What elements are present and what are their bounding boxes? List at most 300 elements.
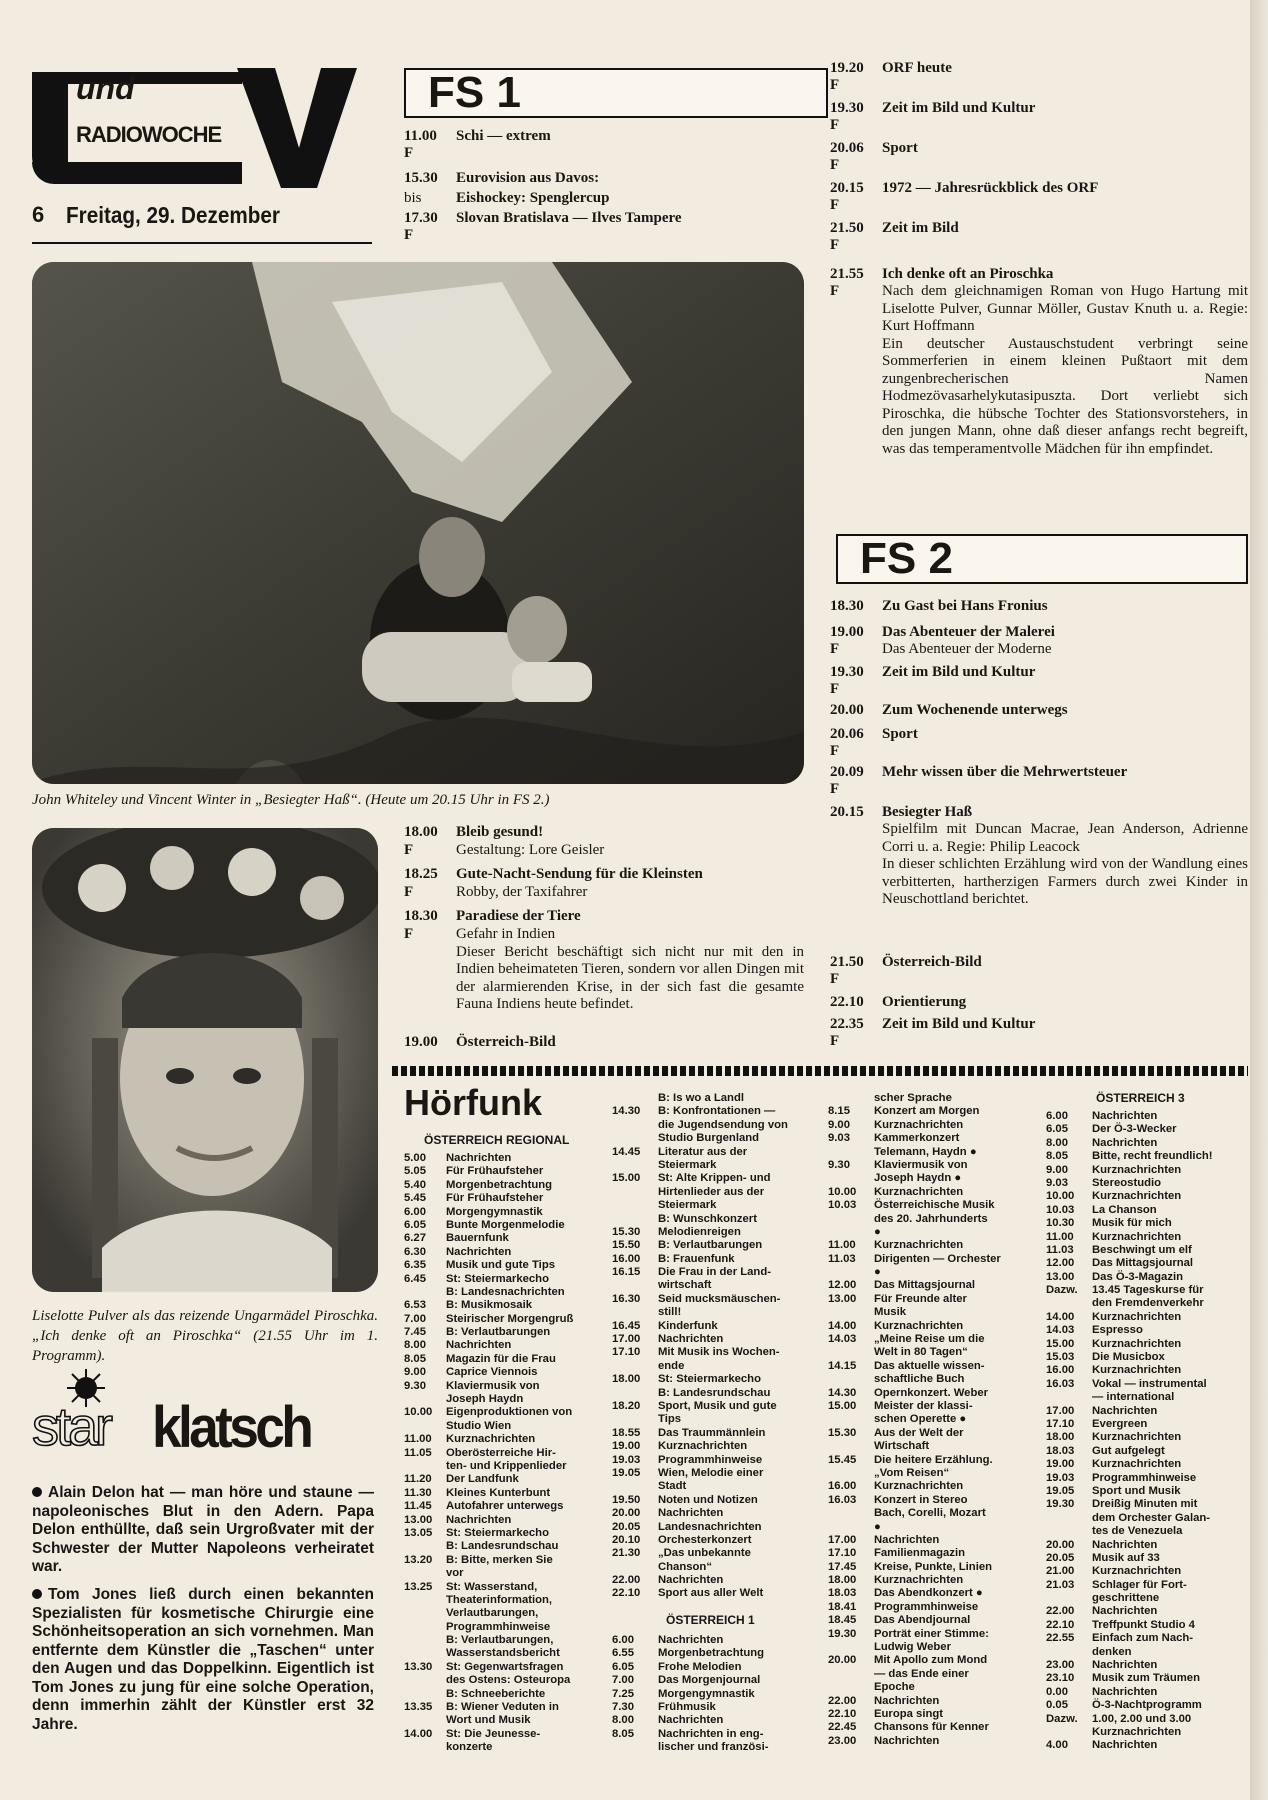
radio-time: 17.00 (828, 1533, 857, 1546)
radio-program: Kinderfunk (658, 1319, 718, 1332)
color-marker: F (830, 743, 840, 759)
radio-listing-row (404, 1527, 604, 1540)
radio-time: 17.10 (612, 1346, 641, 1359)
radio-listing-row (1046, 1378, 1246, 1391)
radio-listing-row (612, 1199, 820, 1212)
program-time: 15.30 (404, 170, 438, 186)
radio-time: 6.05 (1046, 1123, 1068, 1136)
radio-program: Das Abendjournal (874, 1614, 971, 1627)
radio-program: Mit Musik ins Wochen- (658, 1346, 780, 1359)
radio-listing-row (1046, 1217, 1246, 1230)
radio-program: Kurznachrichten (1092, 1364, 1182, 1377)
radio-time: 18.55 (612, 1426, 641, 1439)
radio-time: 18.03 (1046, 1444, 1075, 1457)
radio-listing-row (828, 1440, 1038, 1453)
radio-program: lischer und französi- (658, 1741, 769, 1754)
radio-listing-row (612, 1400, 820, 1413)
photo-image (32, 828, 378, 1292)
radio-program: Joseph Haydn ● (874, 1172, 962, 1185)
program-title: Zum Wochenende unterwegs (882, 702, 1068, 718)
program-title: Ich denke oft an Piroschka (882, 266, 1054, 282)
radio-listing-row (1046, 1123, 1246, 1136)
radio-program: Theaterinformation, (446, 1593, 553, 1606)
radio-listing-row (404, 1607, 604, 1620)
radio-time: 8.05 (1046, 1150, 1068, 1163)
program-title: Paradiese der Tiere (456, 908, 581, 924)
radio-program: Das aktuelle wissen- (874, 1359, 985, 1372)
radio-program: B: Verlautbarungen (658, 1239, 763, 1252)
radio-time: 5.00 (404, 1152, 426, 1164)
radio-time: 6.00 (1046, 1110, 1068, 1122)
radio-time: 20.00 (828, 1654, 857, 1667)
radio-time: 0.00 (1046, 1685, 1068, 1698)
radio-time: 10.03 (1046, 1203, 1075, 1216)
radio-program: Beschwingt um elf (1092, 1243, 1192, 1256)
radio-time: 16.03 (1046, 1377, 1075, 1390)
radio-listing-row (828, 1708, 1038, 1721)
radio-time: 8.05 (404, 1352, 426, 1365)
radio-program: Telemann, Haydn ● (874, 1145, 977, 1158)
radio-program: Nachrichten (1092, 1538, 1158, 1551)
radio-listing-row (1046, 1311, 1246, 1324)
radio-time: 22.10 (1046, 1618, 1075, 1631)
radio-program: — das Ende einer (874, 1667, 969, 1680)
logo-radiowoche: RADIOWOCHE (76, 122, 222, 147)
radio-program: B: Schneeberichte (446, 1687, 546, 1700)
radio-program: Kurznachrichten (1092, 1163, 1182, 1176)
program-title: Österreich-Bild (456, 1034, 556, 1050)
radio-program: Der Landfunk (446, 1473, 519, 1486)
radio-program: — international (1092, 1391, 1175, 1404)
logo-und: und (76, 70, 135, 106)
radio-program: konzerte (446, 1741, 493, 1754)
radio-program: Epoche (874, 1681, 915, 1694)
photo-image (32, 262, 804, 784)
radio-listing-row (1046, 1726, 1246, 1739)
radio-listing-row (612, 1480, 820, 1493)
radio-time: 9.30 (404, 1379, 426, 1392)
radio-listing-row (612, 1741, 820, 1754)
radio-program: 1.00, 2.00 und 3.00 (1092, 1712, 1192, 1725)
radio-time: 19.03 (1046, 1471, 1075, 1484)
radio-listing-row (612, 1728, 820, 1741)
radio-listing-row (1046, 1150, 1246, 1163)
program-time: 19.30 (830, 100, 864, 116)
program-description: Spielfilm mit Duncan Macrae, Jean Anderson, Adrienne Corri u. a. Regie: Philip Leacock In dieser schlichten Erzählung wird von der Wandlung eines verbitterten, hartherzigen Farmers durch zwei Kinder in Neuschottland berichtet. (882, 821, 1248, 907)
section-divider (392, 1066, 1248, 1076)
radio-time: 13.35 (404, 1701, 433, 1714)
radio-program: B: Frauenfunk (658, 1252, 735, 1265)
radio-listing-row (828, 1454, 1038, 1467)
radio-program: Wasserstandsbericht (446, 1647, 560, 1660)
radio-listing-row (828, 1547, 1038, 1560)
radio-program: Chanson“ (658, 1560, 712, 1573)
radio-listing-row (828, 1641, 1038, 1654)
radio-time: 16.00 (612, 1252, 641, 1265)
radio-listing-row (1046, 1579, 1246, 1592)
radio-program: Wort und Musik (446, 1714, 531, 1727)
radio-listing-row (828, 1253, 1038, 1266)
logo-star-text: star (32, 1397, 111, 1457)
radio-listing-row (828, 1628, 1038, 1641)
radio-time: 14.00 (828, 1319, 857, 1332)
radio-listing-row (1046, 1110, 1246, 1123)
radio-time: 22.10 (828, 1707, 857, 1720)
radio-listing-row (612, 1172, 820, 1185)
radio-program: Der Ö-3-Wecker (1092, 1123, 1177, 1136)
radio-time: 15.45 (828, 1453, 857, 1466)
radio-listing-row (828, 1494, 1038, 1507)
radio-listing-row (404, 1674, 604, 1687)
radio-program: Nachrichten (658, 1333, 724, 1346)
radio-listing-row (1046, 1552, 1246, 1565)
logo-klatsch-text: klatsch (152, 1395, 311, 1460)
radio-time: 18.00 (828, 1574, 857, 1587)
radio-program: Musik und gute Tips (446, 1259, 555, 1272)
radio-program: „Vom Reisen“ (874, 1466, 950, 1479)
radio-time: 10.00 (1046, 1190, 1075, 1203)
radio-listing-row (1046, 1592, 1246, 1605)
radio-program: Kurznachrichten (1092, 1310, 1182, 1323)
radio-program: Kurznachrichten (446, 1433, 536, 1446)
radio-program: Ludwig Weber (874, 1641, 951, 1654)
radio-program: Joseph Haydn (446, 1393, 524, 1406)
radio-program: Konzert am Morgen (874, 1105, 980, 1118)
radio-time: 10.30 (1046, 1217, 1075, 1230)
radio-program: Morgengymnastik (446, 1205, 543, 1218)
program-time: 20.06 (830, 140, 864, 156)
radio-program: Kurznachrichten (1092, 1458, 1182, 1471)
radio-program: B: Wunschkonzert (658, 1212, 757, 1225)
radio-program: Konzert in Stereo (874, 1493, 968, 1506)
radio-program: den Fremdenverkehr (1092, 1297, 1204, 1310)
radio-program: B: Wiener Veduten in (446, 1701, 559, 1714)
radio-time: 14.30 (612, 1105, 641, 1118)
radio-listing-row (612, 1547, 820, 1560)
radio-time: 13.00 (404, 1513, 433, 1526)
radio-listing-row (612, 1521, 820, 1534)
radio-program: B: Konfrontationen — (658, 1105, 776, 1118)
radio-program: Bach, Corelli, Mozart (874, 1507, 986, 1520)
radio-listing-row (404, 1540, 604, 1553)
radio-program: ten- und Krippenlieder (446, 1459, 567, 1472)
radio-listing-row (1046, 1391, 1246, 1404)
color-marker: F (830, 283, 840, 299)
radio-time: 22.00 (828, 1694, 857, 1707)
radio-program: Die Frau in der Land- (658, 1266, 771, 1279)
gossip-text: Tom Jones ließ durch einen bekannten Spezialisten für kosmetische Chirurgie eine Schönheitsoperation an sich vornehmen. Man entfernte dem Künstler die „Taschen“ unter den Augen und das Doppelkinn. Eigentlich ist Tom Jones zu jung für eine solche Operation, denn immerhin zählt der Künstler erst 32 Jahre. (32, 1586, 374, 1733)
page-edge (1250, 0, 1268, 1800)
fs1-evening-schedule (830, 60, 1248, 520)
radio-program: Tips (658, 1413, 682, 1426)
radio-column-oe1 (612, 1634, 820, 1755)
radio-program: Nachrichten (658, 1634, 724, 1646)
radio-listing-row (1046, 1271, 1246, 1284)
fs2-schedule (830, 598, 1248, 1054)
radio-time: 21.00 (1046, 1565, 1075, 1578)
radio-time: 13.00 (1046, 1270, 1075, 1283)
program-time: 11.00 (404, 128, 437, 144)
radio-listing-row (828, 1092, 1038, 1105)
program-time: 19.00 (830, 624, 864, 640)
color-marker: F (830, 77, 840, 93)
radio-column-oe1-cont (828, 1092, 1038, 1748)
radio-listing-row (612, 1360, 820, 1373)
radio-listing-row (828, 1186, 1038, 1199)
radio-listing-row (1046, 1418, 1246, 1431)
radio-time: 13.25 (404, 1580, 433, 1593)
radio-time: 11.00 (828, 1239, 856, 1252)
radio-listing-row (828, 1333, 1038, 1346)
radio-program: Nachrichten (446, 1152, 512, 1164)
radio-listing-row (612, 1534, 820, 1547)
radio-listing-row (1046, 1498, 1246, 1511)
radio-time: 17.00 (612, 1333, 641, 1346)
radio-program: Treffpunkt Studio 4 (1092, 1618, 1195, 1631)
radio-time: 12.00 (1046, 1257, 1075, 1270)
radio-program: Kurznachrichten (1092, 1431, 1182, 1444)
radio-time: 6.45 (404, 1272, 426, 1285)
radio-listing-row (404, 1621, 604, 1634)
program-title: Zeit im Bild und Kultur (882, 100, 1036, 116)
radio-time: 5.45 (404, 1192, 426, 1205)
radio-listing-row (828, 1668, 1038, 1681)
radio-program: Nachrichten (1092, 1739, 1158, 1752)
radio-listing-row (1046, 1137, 1246, 1150)
radio-time: 14.03 (1046, 1324, 1075, 1337)
color-marker: F (830, 237, 840, 253)
radio-listing-row (404, 1661, 604, 1674)
radio-program: Kammerkonzert (874, 1132, 960, 1145)
radio-listing-row (828, 1279, 1038, 1292)
radio-program: Frühmusik (658, 1700, 716, 1713)
radio-listing-row (828, 1480, 1038, 1493)
radio-column-regional-cont (612, 1092, 820, 1601)
radio-time: 22.45 (828, 1721, 857, 1734)
program-title: Zeit im Bild und Kultur (882, 1016, 1036, 1032)
radio-program: Sport, Musik und gute (658, 1399, 777, 1412)
radio-time: 16.45 (612, 1319, 641, 1332)
radio-program: Kreise, Punkte, Linien (874, 1560, 993, 1573)
radio-program: Magazin für die Frau (446, 1352, 556, 1365)
radio-program: Verlautbarungen, (446, 1607, 539, 1620)
radio-time: 13.00 (828, 1292, 857, 1305)
radio-listing-row (612, 1146, 820, 1159)
radio-program: Nachrichten in eng- (658, 1727, 764, 1740)
radio-time: 19.30 (828, 1627, 857, 1640)
radio-listing-row (828, 1266, 1038, 1279)
radio-program: B: Bitte, merken Sie (446, 1553, 553, 1566)
radio-time: 13.30 (404, 1660, 433, 1673)
radio-program: Studio Burgenland (658, 1132, 760, 1145)
program-time: 20.00 (830, 702, 864, 718)
color-marker: F (404, 926, 414, 942)
radio-program: Espresso (1092, 1324, 1143, 1337)
radio-program: Stadt (658, 1480, 687, 1493)
radio-program: St: Die Jeunesse- (446, 1727, 541, 1740)
radio-program: Dreißig Minuten mit (1092, 1498, 1198, 1511)
radio-program: Oberösterreiche Hir- (446, 1446, 556, 1459)
radio-program: Literatur aus der (658, 1145, 748, 1158)
radio-program: Kurznachrichten (874, 1185, 964, 1198)
radio-program: Kurznachrichten (1092, 1230, 1182, 1243)
radio-listing-row (404, 1433, 604, 1446)
radio-program: dem Orchester Galan- (1092, 1511, 1211, 1524)
radio-program: Nachrichten (1092, 1136, 1158, 1149)
radio-program: Europa singt (874, 1707, 944, 1720)
radio-time: 11.03 (1046, 1243, 1074, 1256)
radio-listing-row (1046, 1458, 1246, 1471)
radio-listing-row (404, 1728, 604, 1741)
radio-listing-row (404, 1487, 604, 1500)
radio-listing-row (828, 1521, 1038, 1534)
radio-program: Stereostudio (1092, 1176, 1162, 1189)
program-time: 20.09 (830, 764, 864, 780)
radio-time: 22.00 (612, 1574, 641, 1587)
radio-listing-row (1046, 1324, 1246, 1337)
radio-time: 9.00 (1046, 1163, 1068, 1176)
radio-program: 13.45 Tageskurse für (1092, 1284, 1204, 1297)
radio-program: B: Landesrundschau (446, 1540, 559, 1553)
radio-listing-row (612, 1346, 820, 1359)
radio-time: 11.05 (404, 1446, 432, 1459)
page-number: 6 (32, 202, 45, 227)
radio-listing-row (612, 1306, 820, 1319)
radio-listing-row (1046, 1177, 1246, 1190)
color-marker: F (404, 145, 414, 161)
radio-program: Nachrichten (446, 1339, 512, 1352)
radio-listing-row (404, 1246, 604, 1259)
radio-program: Bitte, recht freundlich! (1092, 1150, 1213, 1163)
radio-program: B: Verlautbarungen (446, 1326, 551, 1339)
radio-program: Welt in 80 Tagen“ (874, 1346, 968, 1359)
radio-listing-row (404, 1393, 604, 1406)
radio-listing-row (828, 1159, 1038, 1172)
radio-time: 22.10 (612, 1587, 641, 1600)
radio-listing-row (1046, 1472, 1246, 1485)
radio-listing-row (1046, 1605, 1246, 1618)
radio-program: Opernkonzert. Weber (874, 1386, 989, 1399)
radio-program: Nachrichten (1092, 1605, 1158, 1618)
radio-listing-row (828, 1601, 1038, 1614)
radio-program: Kurznachrichten (874, 1239, 964, 1252)
radio-program: Für Frühaufsteher (446, 1165, 544, 1178)
radio-program: Nachrichten (658, 1574, 724, 1587)
radio-time: 10.00 (828, 1185, 857, 1198)
radio-time: 18.20 (612, 1399, 641, 1412)
radio-listing-row (612, 1226, 820, 1239)
program-time: 22.35 (830, 1016, 864, 1032)
radio-program: Schlager für Fort- (1092, 1578, 1187, 1591)
radio-time: 17.10 (828, 1547, 857, 1560)
radio-listing-row (828, 1105, 1038, 1118)
radio-listing-row (1046, 1485, 1246, 1498)
radio-program: Ö-3-Nachtprogramm (1092, 1699, 1202, 1712)
program-time: 17.30 (404, 210, 438, 226)
radio-program: Musik auf 33 (1092, 1551, 1160, 1564)
radio-listing-row (404, 1152, 604, 1165)
photo-besiegter-hass (32, 262, 804, 784)
radio-program: Familienmagazin (874, 1547, 966, 1560)
radio-listing-row (404, 1286, 604, 1299)
radio-listing-row (612, 1320, 820, 1333)
radio-time: 19.05 (1046, 1484, 1075, 1497)
radio-time: Dazw. (1046, 1284, 1078, 1297)
radio-listing-row (404, 1514, 604, 1527)
program-time: 22.10 (830, 994, 864, 1010)
radio-time: 15.03 (1046, 1351, 1075, 1364)
radio-listing-row (828, 1239, 1038, 1252)
radio-program: Das Morgenjournal (658, 1674, 761, 1687)
radio-program: B: Landesrundschau (658, 1386, 771, 1399)
radio-listing-row (612, 1494, 820, 1507)
radio-program: Nachrichten (1092, 1110, 1158, 1122)
program-time: 20.06 (830, 726, 864, 742)
radio-listing-row (404, 1701, 604, 1714)
radio-listing-row (828, 1735, 1038, 1748)
radio-time: 23.10 (1046, 1672, 1075, 1685)
radio-program: Programmhinweise (1092, 1471, 1197, 1484)
radio-program: vor (446, 1567, 464, 1580)
radio-program: Nachrichten (1092, 1659, 1158, 1672)
radio-program: St: Steiermarkecho (446, 1526, 549, 1539)
radio-time: 6.53 (404, 1299, 426, 1312)
program-title: Eishockey: Spenglercup (456, 190, 610, 206)
radio-listing-row (612, 1634, 820, 1647)
program-description: Robby, der Taxifahrer (456, 884, 588, 900)
radio-time: 8.00 (1046, 1136, 1068, 1149)
masthead-rule (32, 242, 372, 244)
color-marker: F (404, 884, 414, 900)
radio-time: 11.00 (1046, 1230, 1074, 1243)
radio-program: Einfach zum Nach- (1092, 1632, 1194, 1645)
program-title: Bleib gesund! (456, 824, 544, 840)
radio-listing-row (828, 1346, 1038, 1359)
radio-listing-row (1046, 1204, 1246, 1217)
radio-listing-row (404, 1353, 604, 1366)
program-title: Zu Gast bei Hans Fronius (882, 598, 1048, 614)
radio-listing-row (1046, 1284, 1246, 1297)
radio-listing-row (612, 1714, 820, 1727)
radio-listing-row (404, 1339, 604, 1352)
program-description: Das Abenteuer der Moderne (882, 641, 1052, 657)
program-title: Zeit im Bild (882, 220, 959, 236)
radio-listing-row (828, 1561, 1038, 1574)
program-time: 20.15 (830, 804, 864, 820)
radio-listing-row (1046, 1539, 1246, 1552)
radio-program: Dirigenten — Orchester (874, 1252, 1001, 1265)
radio-listing-row (1046, 1364, 1246, 1377)
radio-listing-row (828, 1574, 1038, 1587)
radio-program: St: Gegenwartsfragen (446, 1660, 564, 1673)
radio-listing-row (612, 1440, 820, 1453)
masthead-logo (32, 62, 372, 192)
radio-program: Steirischer Morgengruß (446, 1312, 574, 1325)
radio-time: 14.00 (404, 1727, 433, 1740)
radio-time: 17.10 (1046, 1417, 1075, 1430)
radio-listing-row (1046, 1672, 1246, 1685)
radio-program: des 20. Jahrhunderts (874, 1212, 988, 1225)
radio-listing-row (404, 1688, 604, 1701)
radio-time: 7.30 (612, 1700, 634, 1713)
radio-program: Die heitere Erzählung. (874, 1453, 993, 1466)
radio-program: Nachrichten (874, 1533, 940, 1546)
radio-program: Gut aufgelegt (1092, 1444, 1165, 1457)
radio-program: Sport aus aller Welt (658, 1587, 764, 1600)
radio-listing-row (404, 1179, 604, 1192)
radio-time: 8.15 (828, 1105, 850, 1118)
radio-time: 18.45 (828, 1614, 857, 1627)
